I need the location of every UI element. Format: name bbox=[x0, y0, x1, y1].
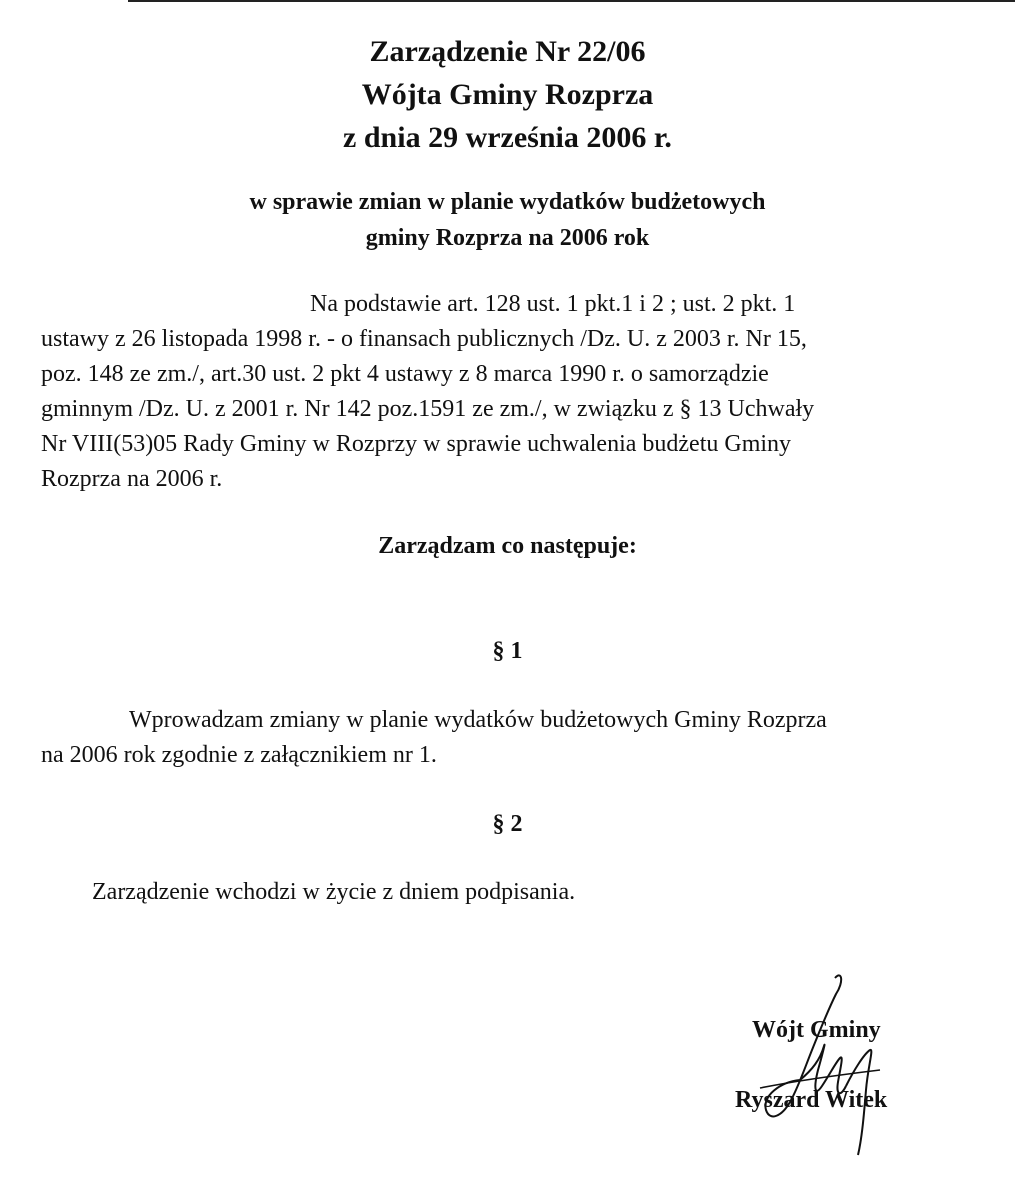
section-1-line: na 2006 rok zgodnie z załącznikiem nr 1. bbox=[41, 742, 437, 768]
section-1-line: Wprowadzam zmiany w planie wydatków budżetowych Gminy Rozprza bbox=[129, 707, 827, 733]
section-1-paragraph bbox=[41, 703, 986, 773]
top-rule bbox=[128, 0, 1015, 2]
section-2-paragraph: Zarządzenie wchodzi w życie z dniem podpisania. bbox=[92, 879, 576, 905]
title-line: Wójta Gminy Rozprza bbox=[361, 78, 654, 111]
basis-line: gminnym /Dz. U. z 2001 r. Nr 142 poz.1591 ze zm./, w związku z § 13 Uchwały bbox=[41, 396, 815, 422]
title-line: Zarządzenie Nr 22/06 bbox=[369, 35, 646, 68]
signatory-title: Wójt Gminy bbox=[752, 1017, 881, 1043]
basis-line: Nr VIII(53)05 Rady Gminy w Rozprzy w sprawie uchwalenia budżetu Gminy bbox=[41, 431, 792, 457]
basis-line: ustawy z 26 listopada 1998 r. - o finansach publicznych /Dz. U. z 2003 r. Nr 15, bbox=[41, 326, 807, 352]
handwritten-signature bbox=[740, 970, 890, 1165]
legal-basis-paragraph bbox=[41, 287, 986, 497]
section-1-heading: § 1 bbox=[492, 638, 523, 664]
basis-line: Na podstawie art. 128 ust. 1 pkt.1 i 2 ; ust. 2 pkt. 1 bbox=[310, 291, 796, 317]
order-heading: Zarządzam co następuje: bbox=[378, 533, 637, 559]
document-subject bbox=[0, 184, 1015, 256]
basis-line: Rozprza na 2006 r. bbox=[41, 466, 223, 492]
document-title bbox=[0, 30, 1015, 159]
subject-line: w sprawie zmian w planie wydatków budżetowych bbox=[249, 189, 766, 215]
signatory-name: Ryszard Witek bbox=[735, 1087, 888, 1113]
basis-line: poz. 148 ze zm./, art.30 ust. 2 pkt 4 ustawy z 8 marca 1990 r. o samorządzie bbox=[41, 361, 769, 387]
title-line: z dnia 29 września 2006 r. bbox=[343, 121, 672, 154]
section-2-heading: § 2 bbox=[492, 811, 523, 837]
subject-line: gminy Rozprza na 2006 rok bbox=[365, 225, 650, 251]
